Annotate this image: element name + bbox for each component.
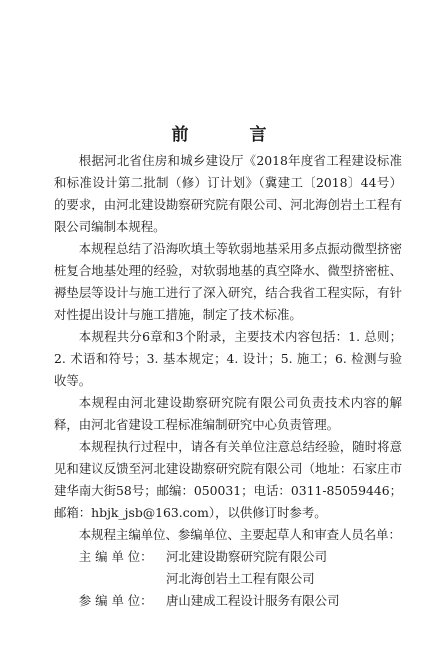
preface-body: [54, 150, 402, 612]
paragraph-summary: 本规程总结了沿海吹填土等软弱地基采用多点振动微型挤密桩复合地基处理的经验，对软弱地基的真空降水、微型挤密桩、褥垫层等设计与施工进行了深入研究，结合我省工程实际，有针对性提出设计与施工措施，制定了技术标准。: [54, 241, 402, 322]
paragraph-basis: 根据河北省住房和城乡建设厅《2018年度省工程建设标准和标准设计第二批制（修）订计划》（冀建工〔2018〕44号）的要求，由河北建设勘察研究院有限公司、河北海创岩土工程有限公司编制本规程。: [54, 153, 402, 234]
chief-editor-unit-2: 河北海创岩土工程有限公司: [166, 571, 315, 586]
chief-editor-unit-1: 河北建设勘察研究院有限公司: [166, 549, 328, 564]
chief-editor-row-2: [54, 568, 402, 590]
paragraph-list-intro: 本规程主编单位、参编单位、主要起草人和审查人员名单：: [78, 527, 401, 542]
page-title: 前 言: [171, 125, 289, 145]
paragraph-interpretation: 本规程由河北建设勘察研究院有限公司负责技术内容的解释，由河北省建设工程标准编制研究中心负责管理。: [54, 395, 402, 432]
participating-unit-row: [54, 590, 402, 612]
chief-editor-row: [54, 546, 402, 568]
chief-editor-label: 主 编 单 位：: [78, 549, 153, 564]
participating-unit-1: 唐山建成工程设计服务有限公司: [166, 593, 340, 608]
paragraph-feedback: 本规程执行过程中，请各有关单位注意总结经验，随时将意见和建议反馈至河北建设勘察研究院有限公司（地址：石家庄市建华南大街58号；邮编：050031；电话：0311-85059446；邮箱：hbjk_jsb@163.com），以供修订时参考。: [54, 439, 402, 520]
participating-unit-label: 参 编 单 位：: [78, 593, 153, 608]
paragraph-contents: 本规程共分6章和3个附录，主要技术内容包括：1. 总则；2. 术语和符号；3. 基本规定；4. 设计；5. 施工；6. 检测与验收等。: [54, 329, 402, 388]
